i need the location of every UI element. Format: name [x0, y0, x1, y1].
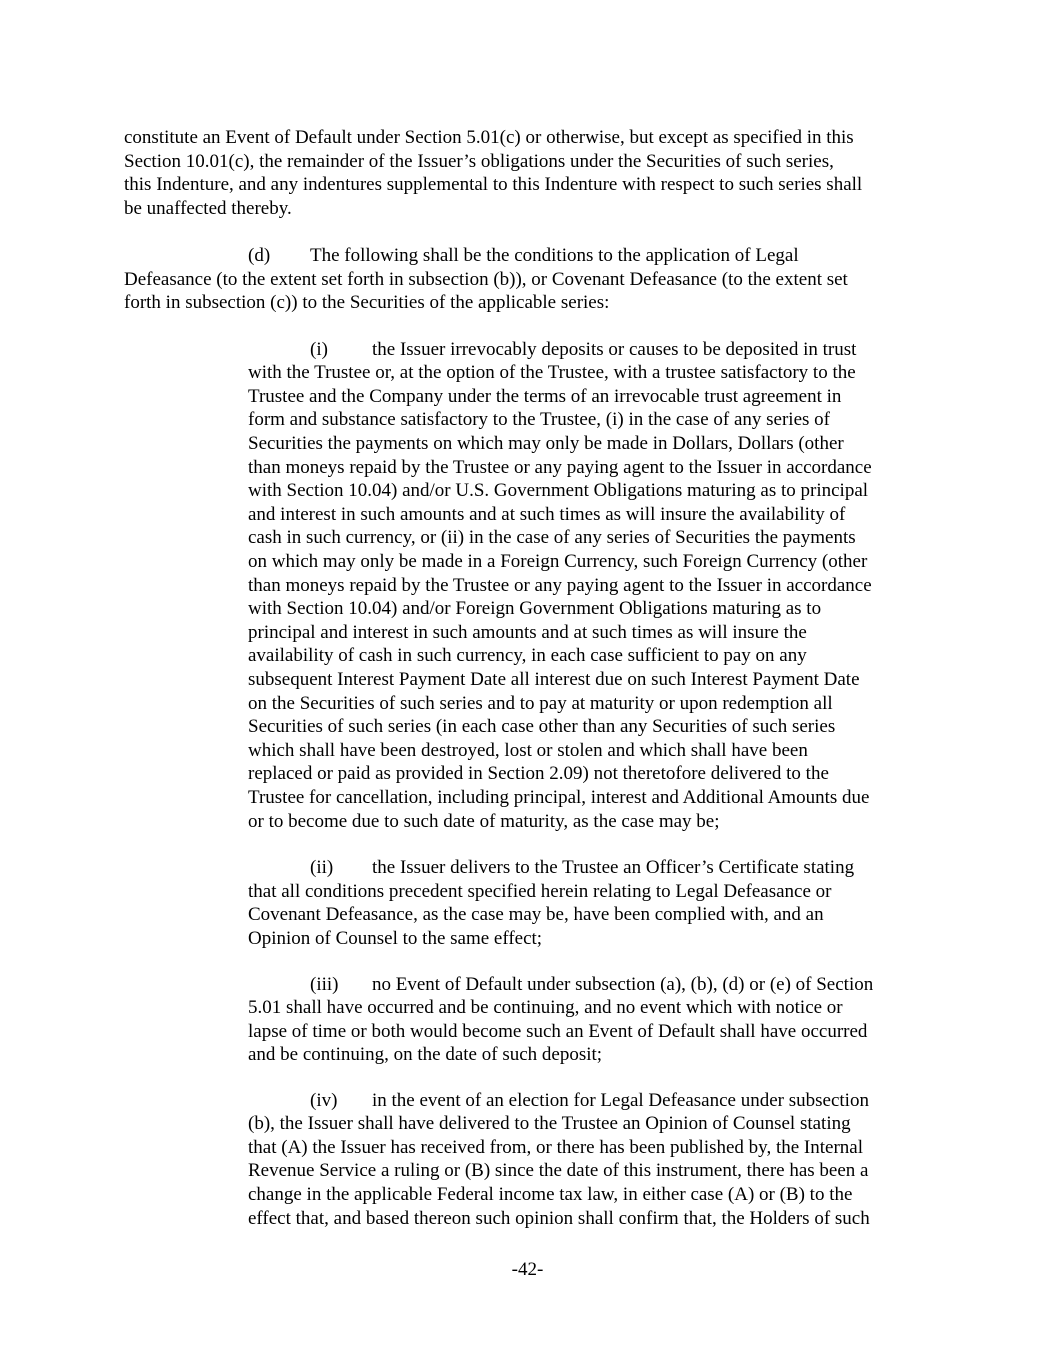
text-line: with Section 10.04) and/or U.S. Government Obligations maturing as to principal [248, 480, 869, 501]
text-line: Defeasance (to the extent set forth in subsection (b)), or Covenant Defeasance (to the extent set [124, 269, 848, 290]
text-line: which shall have been destroyed, lost or stolen and which shall have been [248, 740, 808, 761]
text-line: no Event of Default under subsection (a), (b), (d) or (e) of Section [372, 974, 874, 995]
text-line: with the Trustee or, at the option of the Trustee, with a trustee satisfactory to the [248, 362, 856, 383]
paragraph-label: (d) [248, 245, 271, 266]
text-line: principal and interest in such amounts and at such times as will insure the [248, 622, 807, 643]
text-line: the Issuer delivers to the Trustee an Officer’s Certificate stating [372, 857, 855, 878]
text-line: or to become due to such date of maturity, as the case may be; [248, 811, 720, 832]
text-line: Section 10.01(c), the remainder of the Issuer’s obligations under the Securities of such series, [124, 151, 834, 172]
text-line: Opinion of Counsel to the same effect; [248, 928, 543, 949]
text-line: forth in subsection (c)) to the Securities of the applicable series: [124, 292, 610, 313]
text-line: in the event of an election for Legal Defeasance under subsection [372, 1090, 869, 1111]
text-line: on the Securities of such series and to pay at maturity or upon redemption all [248, 693, 833, 714]
text-line: form and substance satisfactory to the Trustee, (i) in the case of any series of [248, 409, 830, 430]
text-line: with Section 10.04) and/or Foreign Government Obligations maturing as to [248, 598, 822, 619]
item-label: (ii) [310, 857, 334, 878]
text-line: Trustee for cancellation, including principal, interest and Additional Amounts due [248, 787, 870, 808]
item-label: (iv) [310, 1090, 338, 1111]
text-line: cash in such currency, or (ii) in the case of any series of Securities the payments [248, 527, 856, 548]
text-line: subsequent Interest Payment Date all interest due on such Interest Payment Date [248, 669, 860, 690]
text-line: effect that, and based thereon such opinion shall confirm that, the Holders of such [248, 1208, 870, 1229]
text-line: that all conditions precedent specified herein relating to Legal Defeasance or [248, 881, 832, 902]
text-line: Securities of such series (in each case other than any Securities of such series [248, 716, 836, 737]
page-number: -42- [511, 1259, 544, 1280]
text-line: that (A) the Issuer has received from, or there has been published by, the Internal [248, 1137, 863, 1158]
text-line: Trustee and the Company under the terms of an irrevocable trust agreement in [248, 386, 842, 407]
text-line: lapse of time or both would become such an Event of Default shall have occurred [248, 1021, 868, 1042]
text-line: and be continuing, on the date of such deposit; [248, 1044, 603, 1065]
item-label: (i) [310, 339, 328, 360]
text-line: the Issuer irrevocably deposits or causes to be deposited in trust [372, 339, 857, 360]
text-line: be unaffected thereby. [124, 198, 292, 219]
text-line: constitute an Event of Default under Section 5.01(c) or otherwise, but except as specified in this [124, 127, 854, 148]
text-line: Revenue Service a ruling or (B) since the date of this instrument, there has been a [248, 1160, 869, 1181]
text-line: replaced or paid as provided in Section 2.09) not theretofore delivered to the [248, 763, 829, 784]
text-line: and interest in such amounts and at such times as will insure the availability of [248, 504, 846, 525]
text-line: Covenant Defeasance, as the case may be, have been complied with, and an [248, 904, 824, 925]
text-line: on which may only be made in a Foreign Currency, such Foreign Currency (other [248, 551, 868, 572]
item-label: (iii) [310, 974, 339, 995]
text-line: (b), the Issuer shall have delivered to the Trustee an Opinion of Counsel stating [248, 1113, 851, 1134]
text-line: The following shall be the conditions to the application of Legal [310, 245, 799, 266]
text-line: this Indenture, and any indentures supplemental to this Indenture with respect to such series shall [124, 174, 863, 195]
text-line: Securities the payments on which may only be made in Dollars, Dollars (other [248, 433, 844, 454]
text-line: 5.01 shall have occurred and be continuing, and no event which with notice or [248, 997, 843, 1018]
text-line: than moneys repaid by the Trustee or any paying agent to the Issuer in accordance [248, 575, 872, 596]
text-line: availability of cash in such currency, in each case sufficient to pay on any [248, 645, 807, 666]
text-line: change in the applicable Federal income tax law, in either case (A) or (B) to the [248, 1184, 853, 1205]
text-line: than moneys repaid by the Trustee or any paying agent to the Issuer in accordance [248, 457, 872, 478]
